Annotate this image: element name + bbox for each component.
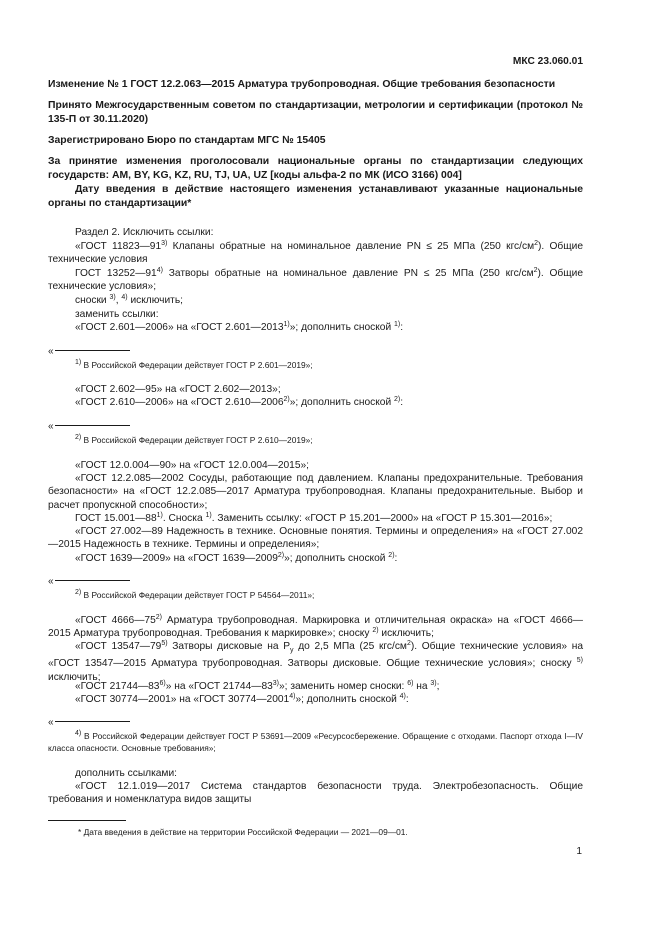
- footnotes-exclude: сноски $^{3)}$, $^{4)}$ исключить;: [75, 294, 183, 306]
- registration-statement: Зарегистрировано Бюро по стандартам МГС № 15405: [48, 135, 326, 146]
- footnote-4: $^{4)}$ В Российской Федерации действует ГОСТ Р 53691—2009 «Ресурсосбережение. Обращение с отходами. Паспорт отхода I—IV класса опасности. Основные требования»;: [48, 730, 583, 753]
- replace-gost-2601: «ГОСТ 2.601—2006» на «ГОСТ 2.601—2013$^{1)}$»; дополнить сноской $^{1)}$:: [75, 321, 404, 333]
- accepted-statement: Принято Межгосударственным советом по стандартизации, метрологии и сертификации (протокол № 135-П от 30.11.2020): [48, 100, 583, 125]
- replace-gost-30774: «ГОСТ 30774—2001» на «ГОСТ 30774—2001$^{4)}$»; дополнить сноской $^{4)}$:: [75, 693, 409, 705]
- footnote-separator: «: [48, 347, 130, 357]
- replace-gost-12-0-004: «ГОСТ 12.0.004—90» на «ГОСТ 12.0.004—2015»;: [75, 460, 310, 471]
- footnote-3: $^{2)}$ В Российской Федерации действует ГОСТ Р 54564—2011»;: [75, 589, 315, 600]
- replace-gost-2610: «ГОСТ 2.610—2006» на «ГОСТ 2.610—2006$^{2)}$»; дополнить сноской $^{2)}$:: [75, 396, 404, 408]
- footnote-separator: «: [48, 577, 130, 587]
- footnote-2: $^{2)}$ В Российской Федерации действует ГОСТ Р 2.610—2019»;: [75, 434, 313, 445]
- replace-gost-12-2-085: «ГОСТ 12.2.085—2002 Сосуды, работающие под давлением. Клапаны предохранительные. Требования безопасности» на «ГОСТ 12.2.085—2017 Арматура трубопроводная. Клапаны предохранительные. Выбор и расчет пропускной способности»;: [48, 473, 583, 511]
- footnote-separator: «: [48, 422, 130, 432]
- page-number: 1: [576, 846, 582, 857]
- reference-gost-13252: ГОСТ 13252—91$^{4)}$ Затворы обратные на номинальное давление PN ≤ 25 МПа (250 кгс/$см^2$). Общие технические условия»;: [48, 267, 583, 293]
- replace-references-heading: заменить ссылки:: [75, 309, 159, 320]
- replace-gost-21744: «ГОСТ 21744—83$^{6)}$» на «ГОСТ 21744—83$^{3)}$»; заменить номер сноски: $^{6)}$ на $^{3)}$;: [75, 680, 440, 692]
- introduction-date-statement: Дату введения в действие настоящего изменения устанавливают указанные национальные органы по стандартизации*: [48, 184, 583, 209]
- replace-gost-2602: «ГОСТ 2.602—95» на «ГОСТ 2.602—2013»;: [75, 384, 281, 395]
- add-references-heading: дополнить ссылками:: [75, 768, 177, 779]
- replace-gost-4666: «ГОСТ 4666—75$^{2)}$ Арматура трубопроводная. Маркировка и отличительная окраска» на «ГОСТ 4666—2015 Арматура трубопроводная. Требования к маркировке»; сноску $^{2)}$ исключить;: [48, 614, 583, 640]
- section-2-instruction: Раздел 2. Исключить ссылки:: [75, 227, 214, 238]
- replace-gost-13547: «ГОСТ 13547—79$^{5)}$ Затворы дисковые на $P_y$ до 2,5 МПа (25 кгс/$см^2$). Общие технические условия» на «ГОСТ 13547—2015 Арматура трубопроводная. Затворы дисковые. Общие технические условия»; сноску $^{5)}$ исключить;: [48, 640, 584, 683]
- footnote-1: $^{1)}$ В Российской Федерации действует ГОСТ Р 2.601—2019»;: [75, 359, 313, 370]
- voting-statement: За принятие изменения проголосовали национальные органы по стандартизации следующих государств: AM, BY, KG, KZ, RU, TJ, UA, UZ [коды альфа-2 по МК (ИСО 3166) 004]: [48, 156, 583, 181]
- gost-15-001-footnote-change: ГОСТ 15.001—88$^{1)}$. Сноска $^{1)}$. Заменить ссылку: «ГОСТ Р 15.201—2000» на «ГОСТ Р 15.301—2016»;: [75, 512, 553, 524]
- replace-gost-27-002: «ГОСТ 27.002—89 Надежность в технике. Основные понятия. Термины и определения» на «ГОСТ 27.002—2015 Надежность в технике. Термины и определения»;: [48, 526, 583, 551]
- add-gost-12-1-019: «ГОСТ 12.1.019—2017 Система стандартов безопасности труда. Электробезопасность. Общие требования и номенклатура видов защиты: [48, 781, 583, 806]
- amendment-title: Изменение № 1 ГОСТ 12.2.063—2015 Арматура трубопроводная. Общие требования безопасности: [48, 79, 556, 90]
- reference-gost-11823: «ГОСТ 11823—91$^{3)}$ Клапаны обратные на номинальное давление PN ≤ 25 МПа (250 кгс/$см^2$). Общие технические условия: [48, 240, 583, 266]
- replace-gost-1639: «ГОСТ 1639—2009» на «ГОСТ 1639—2009$^{2)}$»; дополнить сноской $^{2)}$:: [75, 552, 398, 564]
- footnote-separator: «: [48, 718, 130, 728]
- page-footnote-date: * Дата введения в действие на территории Российской Федерации — 2021—09—01.: [78, 827, 408, 837]
- page-footnote-separator: [48, 820, 126, 821]
- classification-code: МКС 23.060.01: [512, 56, 583, 67]
